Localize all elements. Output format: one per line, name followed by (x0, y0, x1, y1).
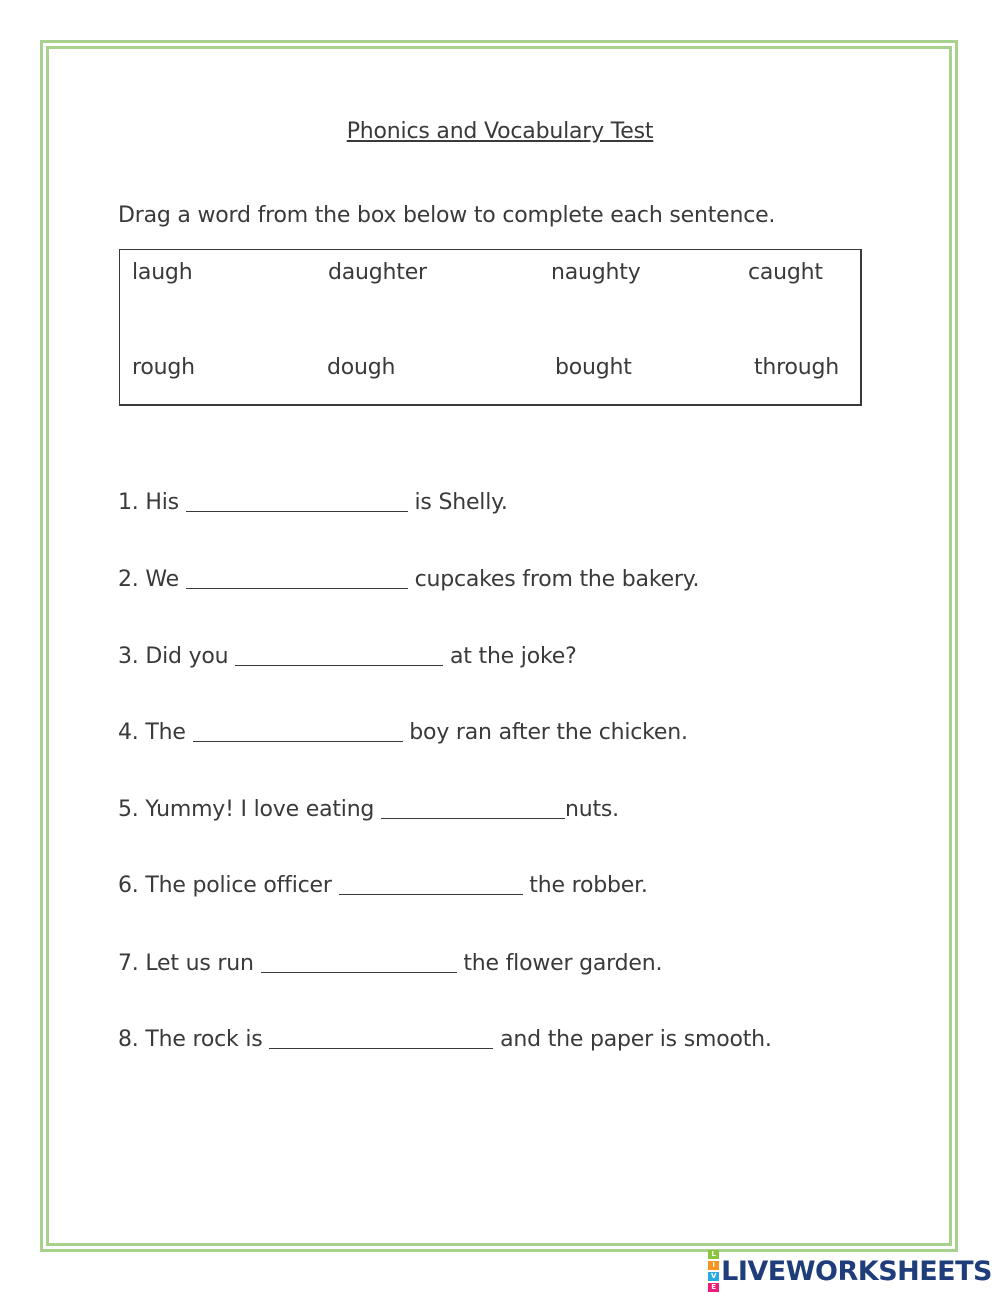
sentence-text-after: nuts. (565, 797, 619, 822)
answer-blank-1[interactable] (186, 491, 408, 512)
word-caught[interactable]: caught (748, 260, 823, 285)
word-rough[interactable]: rough (132, 355, 195, 380)
word-daughter[interactable]: daughter (328, 260, 427, 285)
worksheet-title: Phonics and Vocabulary Test (346, 119, 654, 144)
sentence-4 (118, 720, 688, 745)
word-bank-box (119, 249, 862, 406)
liveworksheets-logo (708, 1250, 992, 1291)
sentence-text-before: 1. His (118, 490, 186, 515)
word-bought[interactable]: bought (555, 355, 632, 380)
sentence-8 (118, 1027, 772, 1052)
logo-letter-v: V (708, 1272, 719, 1281)
answer-blank-3[interactable] (235, 645, 443, 666)
logo-mark-icon (708, 1249, 719, 1293)
answer-blank-7[interactable] (261, 952, 457, 973)
word-dough[interactable]: dough (327, 355, 396, 380)
answer-blank-5[interactable] (381, 798, 565, 819)
word-naughty[interactable]: naughty (551, 260, 641, 285)
sentence-6 (118, 873, 648, 898)
sentence-text-after: at the joke? (443, 644, 577, 669)
sentence-text-after: the flower garden. (456, 951, 663, 976)
answer-blank-6[interactable] (339, 874, 523, 895)
answer-blank-8[interactable] (269, 1028, 493, 1049)
sentence-text-after: cupcakes from the bakery. (407, 567, 700, 592)
answer-blank-2[interactable] (186, 568, 408, 589)
sentence-text-before: 8. The rock is (118, 1027, 270, 1052)
sentence-text-after: the robber. (522, 873, 648, 898)
sentence-text-after: is Shelly. (407, 490, 508, 515)
sentence-text-after: boy ran after the chicken. (402, 720, 688, 745)
logo-text: LIVEWORKSHEETS (721, 1255, 992, 1287)
sentence-text-after: and the paper is smooth. (493, 1027, 772, 1052)
logo-letter-e: E (708, 1283, 719, 1292)
sentence-2 (118, 567, 699, 592)
sentence-text-before: 5. Yummy! I love eating (118, 797, 381, 822)
logo-letter-l: L (708, 1250, 719, 1259)
answer-blank-4[interactable] (193, 721, 403, 742)
word-through[interactable]: through (754, 355, 840, 380)
logo-letter-i: I (708, 1261, 719, 1270)
sentence-5 (118, 797, 619, 822)
sentence-text-before: 2. We (118, 567, 186, 592)
word-laugh[interactable]: laugh (132, 260, 193, 285)
sentence-text-before: 3. Did you (118, 644, 236, 669)
sentence-3 (118, 644, 577, 669)
sentence-text-before: 6. The police officer (118, 873, 339, 898)
instructions: Drag a word from the box below to complete each sentence. (118, 203, 776, 228)
sentence-1 (118, 490, 508, 515)
sentence-7 (118, 951, 662, 976)
sentence-text-before: 7. Let us run (118, 951, 261, 976)
sentence-text-before: 4. The (118, 720, 193, 745)
